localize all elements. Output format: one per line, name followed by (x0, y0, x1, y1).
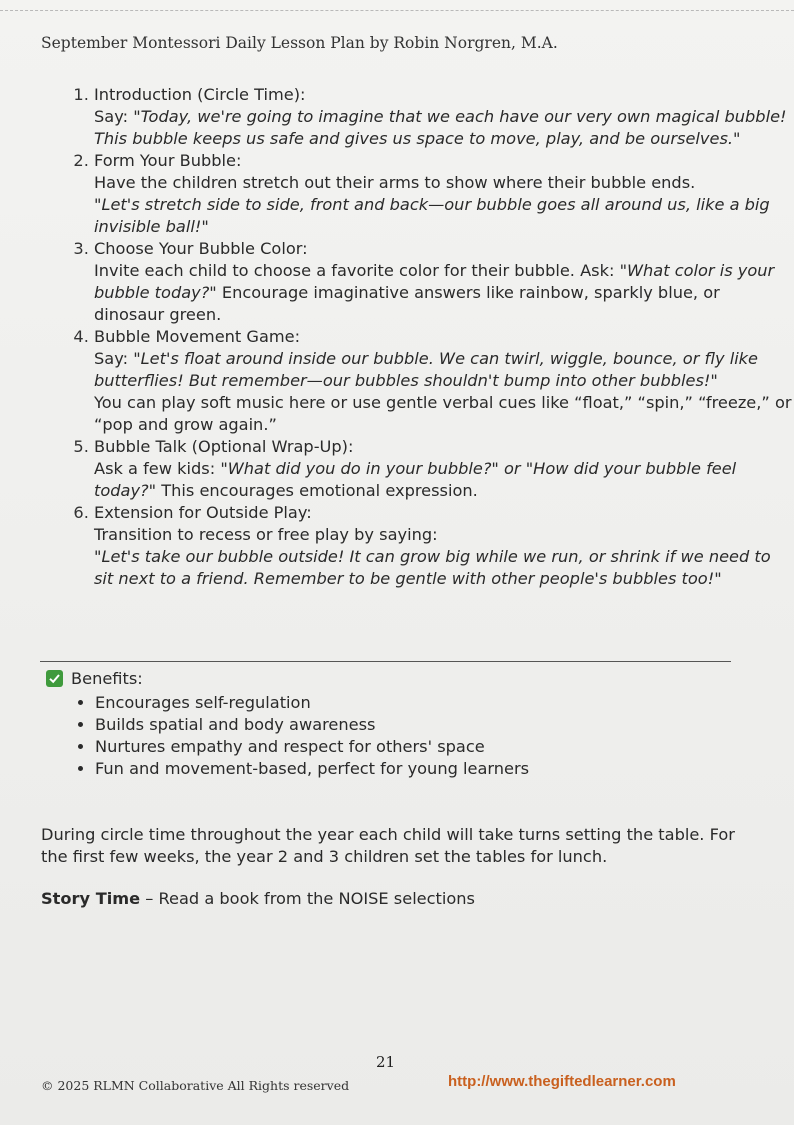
step-text (94, 194, 794, 238)
story-time-line (41, 889, 475, 908)
list-item: • Fun and movement-based, perfect for young learners (95, 758, 794, 780)
step-heading: Introduction (Circle Time): (94, 85, 306, 104)
step-text-italic: "Today, we're going to imagine that we each have our very own magical bubble! This bubble keeps us safe and gives us space to move, play, and be ourselves." (94, 107, 787, 148)
step-heading: Bubble Talk (Optional Wrap-Up): (94, 437, 354, 456)
list-item: • Nurtures empathy and respect for others' space (95, 736, 794, 758)
step-text-italic: "What color is your bubble today?" (94, 261, 775, 302)
lesson-step (94, 150, 794, 238)
step-text (94, 524, 794, 546)
step-text-italic: "What did you do in your bubble?" or "How did your bubble feel today?" (94, 459, 737, 500)
cut-line (0, 10, 794, 11)
list-item: • Encourages self-regulation (95, 692, 794, 714)
step-text-italic: "Let's take our bubble outside! It can grow big while we run, or shrink if we need to sit next to a friend. Remember to be gentle with other people's bubbles too!" (94, 547, 771, 588)
step-text-prefix: Invite each child to choose a favorite color for their bubble. Ask: (94, 261, 620, 280)
step-text-suffix: This encourages emotional expression. (156, 481, 478, 500)
lesson-step (94, 436, 794, 502)
step-text-prefix: Ask a few kids: (94, 459, 221, 478)
step-text-prefix: Say: (94, 349, 134, 368)
step-text-prefix: Have the children stretch out their arms to show where their bubble ends. (94, 173, 696, 192)
step-text (94, 260, 794, 326)
step-text (94, 348, 794, 392)
lesson-step (94, 238, 794, 326)
step-text (94, 392, 794, 436)
checkmark-icon (46, 670, 63, 687)
lesson-steps (40, 84, 794, 590)
benefits-heading-label: Benefits: (71, 669, 143, 688)
circle-time-paragraph: During circle time throughout the year each child will take turns setting the table. For the first few weeks, the year 2 and 3 children set the tables for lunch. (41, 825, 735, 866)
page-header: September Montessori Daily Lesson Plan by Robin Norgren, M.A. (41, 34, 558, 52)
page-number: 21 (376, 1053, 396, 1071)
step-text-italic: "Let's stretch side to side, front and back—our bubble goes all around us, like a big invisible ball!" (94, 195, 770, 236)
list-item: • Builds spatial and body awareness (95, 714, 794, 736)
step-text-prefix: You can play soft music here or use gentle verbal cues like “float,” “spin,” “freeze,” or “pop and grow again.” (94, 393, 792, 434)
step-heading: Bubble Movement Game: (94, 327, 301, 346)
story-time-label: Story Time (41, 889, 141, 908)
step-text (94, 458, 794, 502)
story-time-text: – Read a book from the NOISE selections (140, 889, 475, 908)
benefits-list (40, 692, 794, 780)
step-text-prefix: Transition to recess or free play by saying: (94, 525, 438, 544)
step-text-prefix: Say: (94, 107, 134, 126)
step-text (94, 172, 794, 194)
step-text (94, 546, 794, 590)
step-text-suffix: Encourage imaginative answers like rainbow, sparkly blue, or dinosaur green. (94, 283, 720, 324)
step-heading: Form Your Bubble: (94, 151, 242, 170)
benefits-heading (46, 669, 143, 688)
lesson-step (94, 502, 794, 590)
copyright-notice: © 2025 RLMN Collaborative All Rights reserved (41, 1078, 350, 1093)
section-divider (40, 661, 731, 662)
step-heading: Choose Your Bubble Color: (94, 239, 308, 258)
step-text-italic: "Let's float around inside our bubble. We can twirl, wiggle, bounce, or fly like butterflies! But remember—our bubbles shouldn't bump into other bubbles!" (94, 349, 759, 390)
step-text (94, 106, 794, 150)
lesson-step (94, 84, 794, 150)
lesson-step (94, 326, 794, 436)
website-link[interactable]: http://www.thegiftedlearner.com (448, 1073, 676, 1090)
step-heading: Extension for Outside Play: (94, 503, 312, 522)
